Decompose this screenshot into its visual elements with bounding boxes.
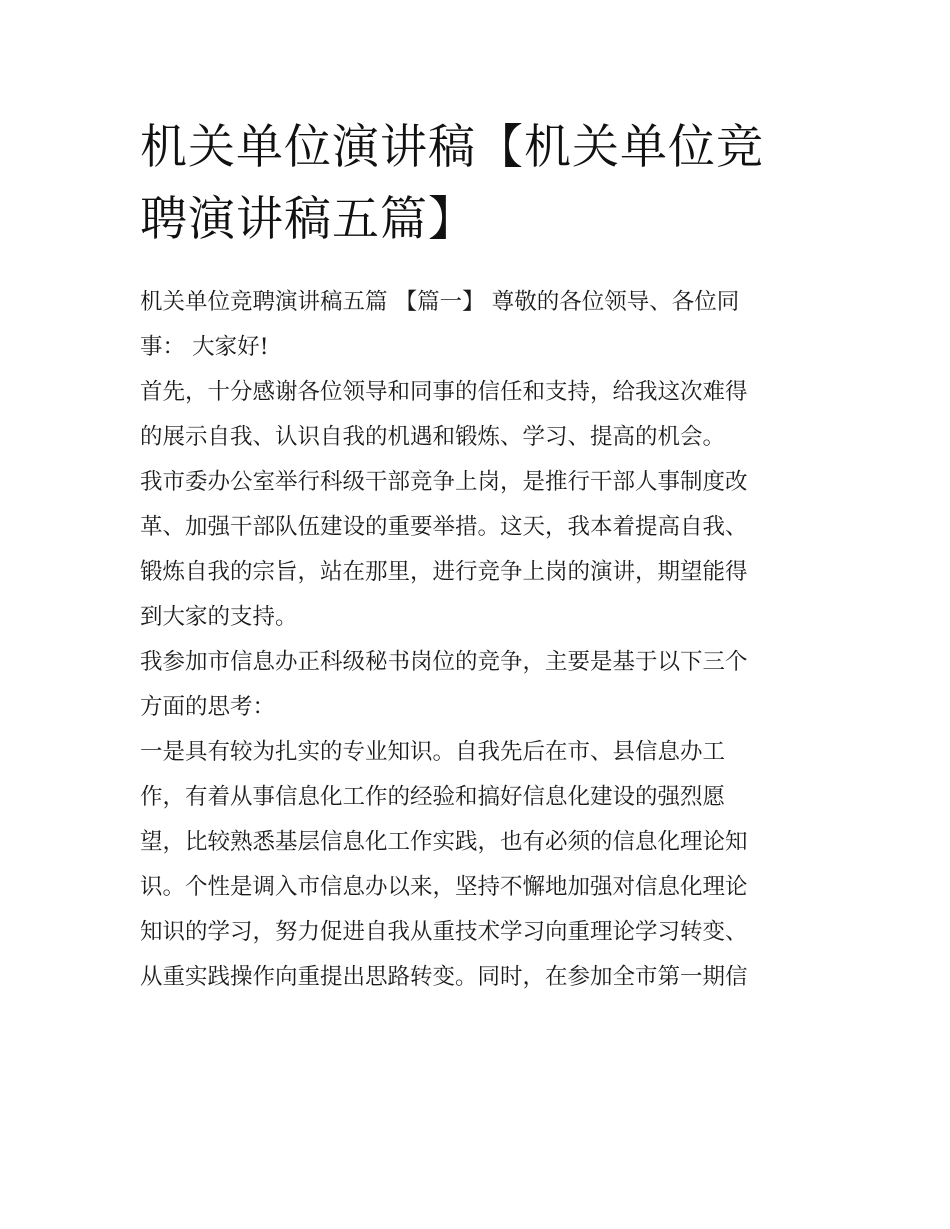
body-line: 事： 大家好! — [140, 334, 269, 360]
body-line: 革、加强干部队伍建设的重要举措。这天，我本着提高自我、 — [140, 514, 748, 540]
body-line: 的展示自我、认识自我的机遇和锻炼、学习、提高的机会。 — [140, 424, 726, 450]
title-line: 机关单位演讲稿【机关单位竞 — [140, 120, 764, 175]
body-line: 锻炼自我的宗旨，站在那里，进行竞争上岗的演讲，期望能得 — [140, 559, 748, 585]
body-line: 方面的思考： — [140, 694, 276, 720]
document-body — [140, 280, 830, 1000]
document-title — [140, 112, 830, 256]
body-line: 从重实践操作向重提出思路转变。同时，在参加全市第一期信 — [140, 964, 748, 990]
body-line: 到大家的支持。 — [140, 604, 298, 630]
body-line: 作，有着从事信息化工作的经验和搞好信息化建设的强烈愿 — [140, 784, 726, 810]
body-line: 我参加市信息办正科级秘书岗位的竞争，主要是基于以下三个 — [140, 649, 748, 675]
body-line: 一是具有较为扎实的专业知识。自我先后在市、县信息办工 — [140, 739, 726, 765]
body-line: 识。个性是调入市信息办以来，坚持不懈地加强对信息化理论 — [140, 874, 748, 900]
body-line: 机关单位竞聘演讲稿五篇 【篇一】 尊敬的各位领导、各位同 — [140, 289, 740, 315]
body-line: 首先，十分感谢各位领导和同事的信任和支持，给我这次难得 — [140, 379, 748, 405]
body-line: 知识的学习，努力促进自我从重技术学习向重理论学习转变、 — [140, 919, 748, 945]
body-line: 我市委办公室举行科级干部竞争上岗，是推行干部人事制度改 — [140, 469, 748, 495]
title-line: 聘演讲稿五篇】 — [140, 192, 476, 247]
body-line: 望，比较熟悉基层信息化工作实践，也有必须的信息化理论知 — [140, 829, 748, 855]
